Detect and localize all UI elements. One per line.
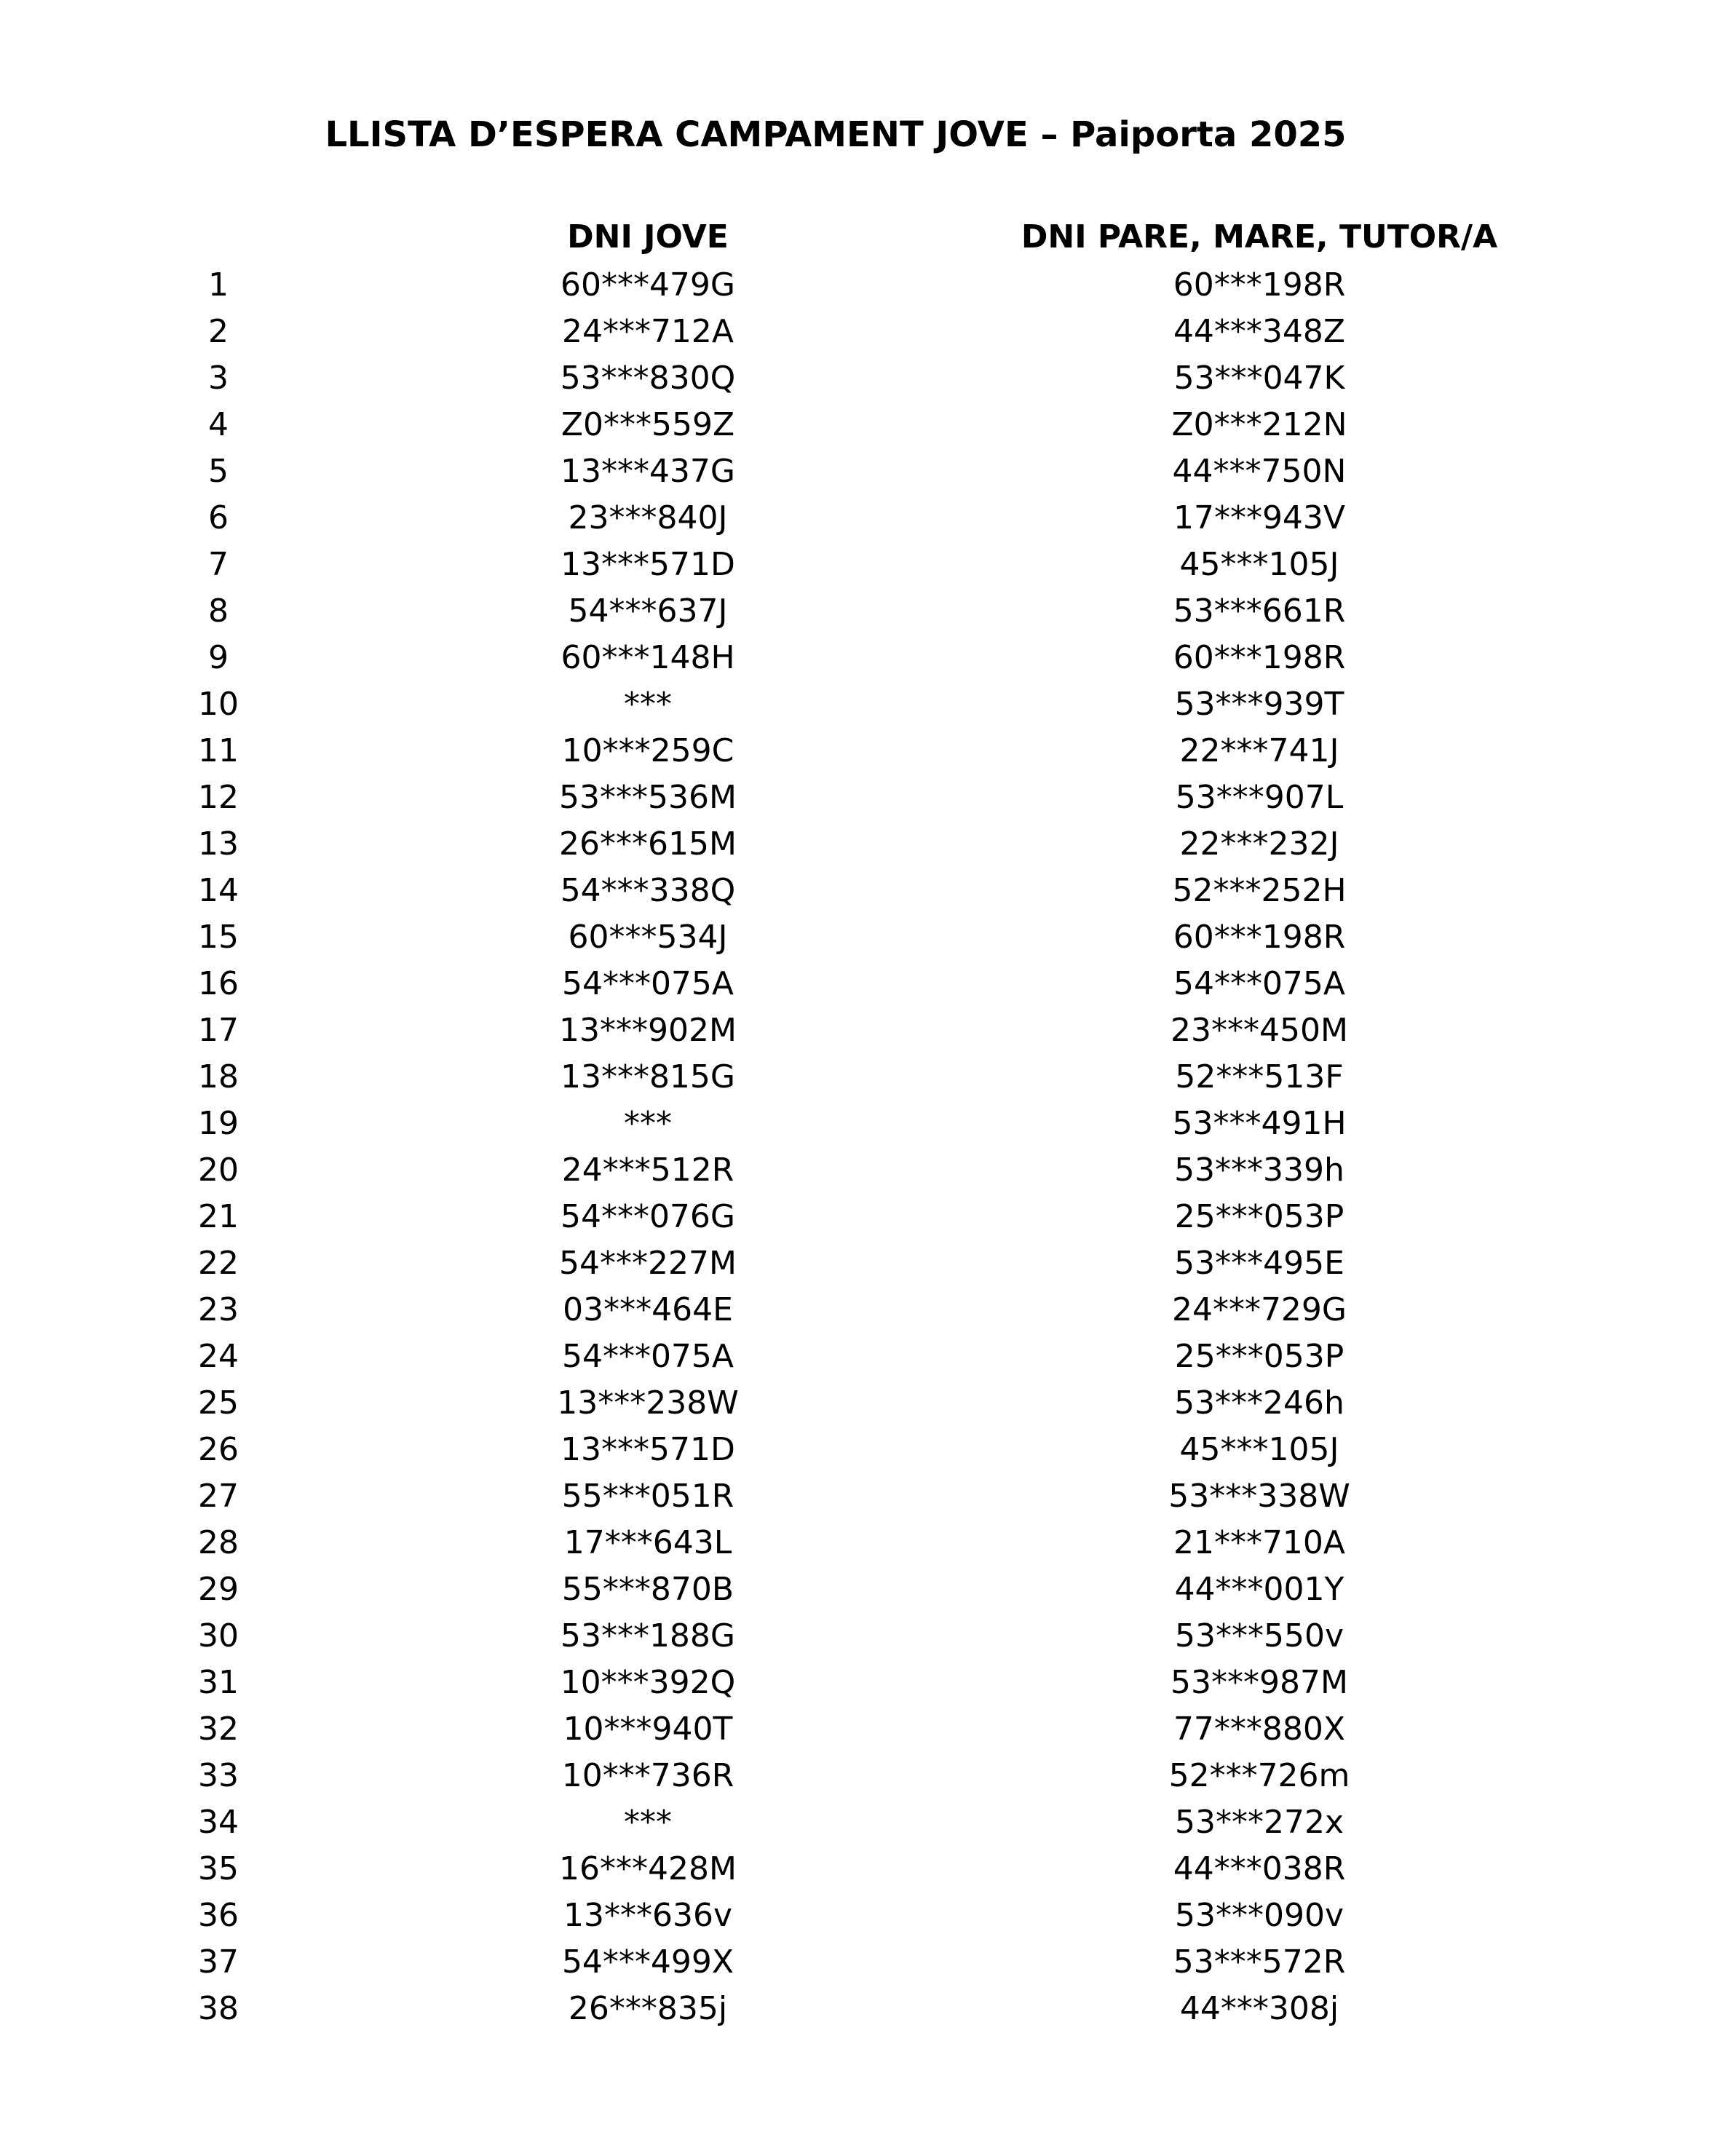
dni-jove-cell: 55***870B — [561, 1571, 734, 1608]
dni-jove-cell: 23***840J — [568, 499, 728, 536]
row-number: 34 — [198, 1804, 239, 1841]
dni-jove-cell: *** — [624, 1804, 672, 1841]
row-number: 5 — [208, 453, 229, 490]
dni-jove-cell: 54***075A — [561, 965, 734, 1002]
table-row — [0, 1706, 1715, 1753]
row-number: 9 — [208, 639, 229, 676]
table-row — [0, 1147, 1715, 1194]
dni-jove-cell: 53***188G — [560, 1617, 736, 1654]
row-number: 38 — [198, 1990, 239, 2027]
dni-parent-cell: 25***053P — [1174, 1338, 1344, 1375]
dni-jove-cell: *** — [624, 686, 672, 723]
dni-parent-cell: 24***729G — [1171, 1291, 1347, 1328]
dni-parent-cell: 22***741J — [1179, 732, 1339, 769]
row-number: 2 — [208, 313, 229, 350]
dni-parent-cell: 44***308j — [1179, 1990, 1339, 2027]
row-number: 27 — [198, 1478, 239, 1515]
dni-jove-cell: 13***238W — [557, 1384, 739, 1422]
dni-parent-cell: 45***105J — [1179, 1431, 1339, 1468]
row-number: 10 — [198, 686, 239, 723]
table-row — [0, 1194, 1715, 1240]
table-row — [0, 1986, 1715, 2032]
dni-jove-cell: 54***499X — [561, 1943, 734, 1981]
dni-parent-cell: 53***047K — [1173, 360, 1345, 397]
dni-jove-cell: 13***571D — [561, 1431, 735, 1468]
row-number: 23 — [198, 1291, 239, 1328]
table-row — [0, 1240, 1715, 1287]
table-row — [0, 1007, 1715, 1054]
table-row — [0, 355, 1715, 402]
row-number: 19 — [198, 1105, 239, 1142]
dni-jove-cell: 13***636v — [563, 1897, 732, 1934]
dni-jove-cell: 60***148H — [561, 639, 735, 676]
table-row — [0, 588, 1715, 635]
dni-parent-cell: 60***198R — [1173, 639, 1346, 676]
dni-jove-cell: 54***637J — [568, 592, 728, 630]
dni-jove-cell: 55***051R — [561, 1478, 734, 1515]
dni-parent-cell: 44***038R — [1173, 1850, 1346, 1887]
dni-jove-cell: 53***536M — [559, 779, 737, 816]
dni-jove-cell: 26***615M — [559, 825, 737, 863]
dni-jove-cell: Z0***559Z — [561, 406, 735, 443]
dni-parent-cell: 45***105J — [1179, 546, 1339, 583]
dni-jove-cell: 10***259C — [561, 732, 734, 769]
dni-parent-cell: 53***339h — [1174, 1152, 1344, 1189]
row-number: 25 — [198, 1384, 239, 1422]
table-row — [0, 961, 1715, 1007]
table-row — [0, 774, 1715, 821]
row-number: 36 — [198, 1897, 239, 1934]
dni-jove-cell: 13***437G — [560, 453, 736, 490]
row-number: 14 — [198, 872, 239, 909]
dni-parent-cell: 23***450M — [1171, 1012, 1348, 1049]
dni-jove-cell: 10***392Q — [560, 1664, 736, 1701]
dni-jove-cell: 10***940T — [563, 1711, 733, 1748]
row-number: 24 — [198, 1338, 239, 1375]
dni-parent-cell: 60***198R — [1173, 266, 1346, 304]
table-row — [0, 1427, 1715, 1473]
dni-jove-cell: 53***830Q — [560, 360, 736, 397]
dni-jove-cell: 54***076G — [560, 1198, 736, 1235]
table-row — [0, 1799, 1715, 1846]
row-number: 11 — [198, 732, 239, 769]
row-number: 1 — [208, 266, 229, 304]
dni-parent-cell: 53***572R — [1173, 1943, 1346, 1981]
document-title: LLISTA D’ESPERA CAMPAMENT JOVE – Paiporta 2025 — [325, 114, 1347, 155]
row-number: 37 — [198, 1943, 239, 1981]
row-number: 26 — [198, 1431, 239, 1468]
table-row — [0, 1566, 1715, 1613]
dni-jove-cell: 03***464E — [563, 1291, 733, 1328]
dni-jove-cell: 54***075A — [561, 1338, 734, 1375]
dni-jove-cell: 10***736R — [561, 1757, 734, 1794]
dni-jove-cell: 24***712A — [561, 313, 734, 350]
table-row — [0, 1846, 1715, 1893]
dni-jove-cell: 17***643L — [563, 1524, 732, 1561]
dni-parent-cell: 53***661R — [1173, 592, 1346, 630]
row-number: 8 — [208, 592, 229, 630]
table-row — [0, 1660, 1715, 1706]
dni-jove-cell: 54***227M — [559, 1245, 737, 1282]
dni-parent-cell: 44***001Y — [1174, 1571, 1344, 1608]
row-number: 3 — [208, 360, 229, 397]
dni-parent-cell: 25***053P — [1174, 1198, 1344, 1235]
row-number: 16 — [198, 965, 239, 1002]
dni-parent-cell: 17***943V — [1173, 499, 1346, 536]
table-row — [0, 1613, 1715, 1660]
dni-parent-cell: 53***987M — [1171, 1664, 1348, 1701]
table-row — [0, 821, 1715, 868]
table-row — [0, 1333, 1715, 1380]
table-row — [0, 914, 1715, 961]
row-number: 35 — [198, 1850, 239, 1887]
table-row — [0, 1101, 1715, 1147]
dni-jove-cell: 26***835j — [568, 1990, 728, 2027]
row-number: 20 — [198, 1152, 239, 1189]
waiting-list-table — [0, 262, 1715, 2032]
dni-jove-cell: 13***571D — [561, 546, 735, 583]
dni-parent-cell: 52***252H — [1172, 872, 1347, 909]
row-number: 13 — [198, 825, 239, 863]
dni-parent-cell: 44***348Z — [1173, 313, 1346, 350]
dni-parent-cell: 44***750N — [1172, 453, 1347, 490]
table-row — [0, 1939, 1715, 1986]
table-row — [0, 1380, 1715, 1427]
table-row — [0, 1753, 1715, 1799]
dni-parent-cell: Z0***212N — [1171, 406, 1347, 443]
dni-parent-cell: 60***198R — [1173, 919, 1346, 956]
row-number: 31 — [198, 1664, 239, 1701]
row-number: 12 — [198, 779, 239, 816]
dni-jove-cell: *** — [624, 1105, 672, 1142]
row-number: 22 — [198, 1245, 239, 1282]
table-row — [0, 1893, 1715, 1939]
dni-jove-cell: 16***428M — [559, 1850, 737, 1887]
dni-parent-cell: 53***338W — [1168, 1478, 1350, 1515]
dni-parent-cell: 53***939T — [1174, 686, 1344, 723]
dni-parent-cell: 54***075A — [1173, 965, 1346, 1002]
row-number: 30 — [198, 1617, 239, 1654]
row-number: 29 — [198, 1571, 239, 1608]
row-number: 17 — [198, 1012, 239, 1049]
row-number: 4 — [208, 406, 229, 443]
table-row — [0, 681, 1715, 728]
dni-parent-cell: 52***726m — [1168, 1757, 1350, 1794]
dni-parent-cell: 53***246h — [1174, 1384, 1344, 1422]
dni-jove-cell: 24***512R — [561, 1152, 734, 1189]
table-row — [0, 402, 1715, 448]
row-number: 32 — [198, 1711, 239, 1748]
table-row — [0, 262, 1715, 309]
dni-parent-cell: 53***495E — [1174, 1245, 1344, 1282]
dni-jove-cell: 60***534J — [568, 919, 728, 956]
row-number: 21 — [198, 1198, 239, 1235]
table-row — [0, 1520, 1715, 1566]
dni-jove-cell: 54***338Q — [560, 872, 736, 909]
table-row — [0, 542, 1715, 588]
row-number: 6 — [208, 499, 229, 536]
dni-jove-cell: 13***815G — [560, 1058, 736, 1095]
row-number: 28 — [198, 1524, 239, 1561]
table-row — [0, 728, 1715, 774]
column-header-dni-parent: DNI PARE, MARE, TUTOR/A — [1021, 218, 1498, 255]
dni-parent-cell: 53***907L — [1175, 779, 1344, 816]
table-row — [0, 495, 1715, 542]
dni-parent-cell: 77***880X — [1173, 1711, 1346, 1748]
dni-jove-cell: 60***479G — [560, 266, 736, 304]
dni-parent-cell: 52***513F — [1175, 1058, 1344, 1095]
dni-parent-cell: 22***232J — [1179, 825, 1339, 863]
dni-parent-cell: 53***090v — [1174, 1897, 1344, 1934]
row-number: 18 — [198, 1058, 239, 1095]
row-number: 33 — [198, 1757, 239, 1794]
dni-parent-cell: 53***550v — [1174, 1617, 1344, 1654]
dni-jove-cell: 13***902M — [559, 1012, 737, 1049]
dni-parent-cell: 53***272x — [1174, 1804, 1344, 1841]
table-row — [0, 1473, 1715, 1520]
dni-parent-cell: 21***710A — [1173, 1524, 1346, 1561]
row-number: 7 — [208, 546, 229, 583]
table-row — [0, 1054, 1715, 1101]
table-row — [0, 868, 1715, 914]
table-row — [0, 1287, 1715, 1333]
row-number: 15 — [198, 919, 239, 956]
table-row — [0, 635, 1715, 681]
dni-parent-cell: 53***491H — [1172, 1105, 1347, 1142]
column-header-dni-jove: DNI JOVE — [567, 218, 729, 255]
table-row — [0, 309, 1715, 355]
table-row — [0, 448, 1715, 495]
